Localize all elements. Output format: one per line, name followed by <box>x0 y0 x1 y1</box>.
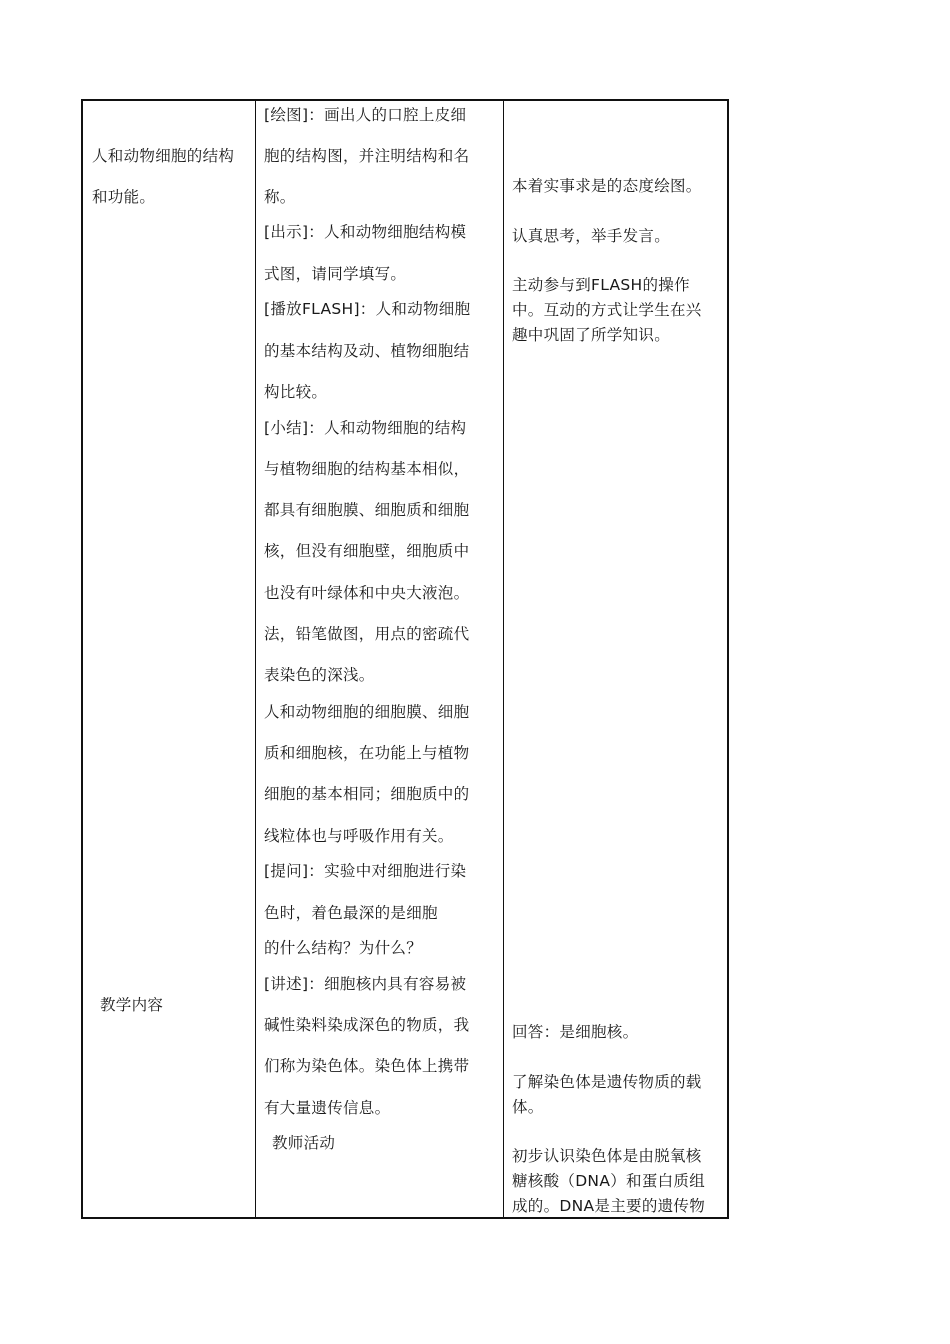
mid-line: 核，但没有细胞壁，细胞质中 <box>264 542 470 560</box>
mid-line: 的什么结构？为什么？ <box>264 939 423 957</box>
right-para-6-line: 成的。DNA是主要的遗传物 <box>512 1197 706 1215</box>
mid-line: [讲述]：细胞核内具有容易被 <box>264 975 467 993</box>
mid-line: 构比较。 <box>264 383 328 401</box>
section-label: 教学内容 <box>100 996 164 1014</box>
mid-line: 式图，请同学填写。 <box>264 265 407 283</box>
right-para-3-line: 趣中巩固了所学知识。 <box>512 326 671 344</box>
mid-line: 质和细胞核，在功能上与植物 <box>264 744 470 762</box>
right-para-1: 本着实事求是的态度绘图。 <box>512 177 702 195</box>
mid-line: [绘图]：画出人的口腔上皮细 <box>264 106 467 124</box>
mid-line: 胞的结构图，并注明结构和名 <box>264 147 470 165</box>
right-para-6-line: 糖核酸（DNA）和蛋白质组 <box>512 1172 706 1190</box>
mid-line: 法，铅笔做图，用点的密疏代 <box>264 625 470 643</box>
right-para-3-line: 主动参与到FLASH的操作 <box>512 276 690 294</box>
mid-line: 有大量遗传信息。 <box>264 1099 391 1117</box>
mid-line: 称。 <box>264 188 296 206</box>
mid-line: [小结]：人和动物细胞的结构 <box>264 419 467 437</box>
mid-line: 线粒体也与呼吸作用有关。 <box>264 827 454 845</box>
mid-line: 与植物细胞的结构基本相似， <box>264 460 470 478</box>
right-para-5-line: 体。 <box>512 1098 544 1116</box>
mid-line: 色时，着色最深的是细胞 <box>264 904 438 922</box>
right-para-5-line: 了解染色体是遗传物质的载 <box>512 1073 702 1091</box>
mid-line: 都具有细胞膜、细胞质和细胞 <box>264 501 470 519</box>
right-para-3-line: 中。互动的方式让学生在兴 <box>512 301 702 319</box>
topic-line-1: 人和动物细胞的结构 <box>92 147 235 165</box>
column-divider-1 <box>255 101 256 1217</box>
right-para-4: 回答：是细胞核。 <box>512 1023 639 1041</box>
mid-line: 也没有叶绿体和中央大液泡。 <box>264 584 470 602</box>
mid-line: 碱性染料染成深色的物质，我 <box>264 1016 470 1034</box>
mid-line: [提问]：实验中对细胞进行染 <box>264 862 467 880</box>
mid-line: 表染色的深浅。 <box>264 666 375 684</box>
mid-line: 人和动物细胞的细胞膜、细胞 <box>264 703 470 721</box>
mid-line: [出示]：人和动物细胞结构模 <box>264 223 467 241</box>
mid-line: 的基本结构及动、植物细胞结 <box>264 342 470 360</box>
mid-line: 细胞的基本相同；细胞质中的 <box>264 785 470 803</box>
teacher-activity-label: 教师活动 <box>272 1134 336 1152</box>
mid-line: 们称为染色体。染色体上携带 <box>264 1057 470 1075</box>
column-divider-2 <box>503 101 504 1217</box>
right-para-2: 认真思考，举手发言。 <box>512 227 671 245</box>
right-para-6-line: 初步认识染色体是由脱氧核 <box>512 1147 702 1165</box>
mid-line: [播放FLASH]：人和动物细胞 <box>264 300 471 318</box>
topic-line-2: 和功能。 <box>92 188 156 206</box>
